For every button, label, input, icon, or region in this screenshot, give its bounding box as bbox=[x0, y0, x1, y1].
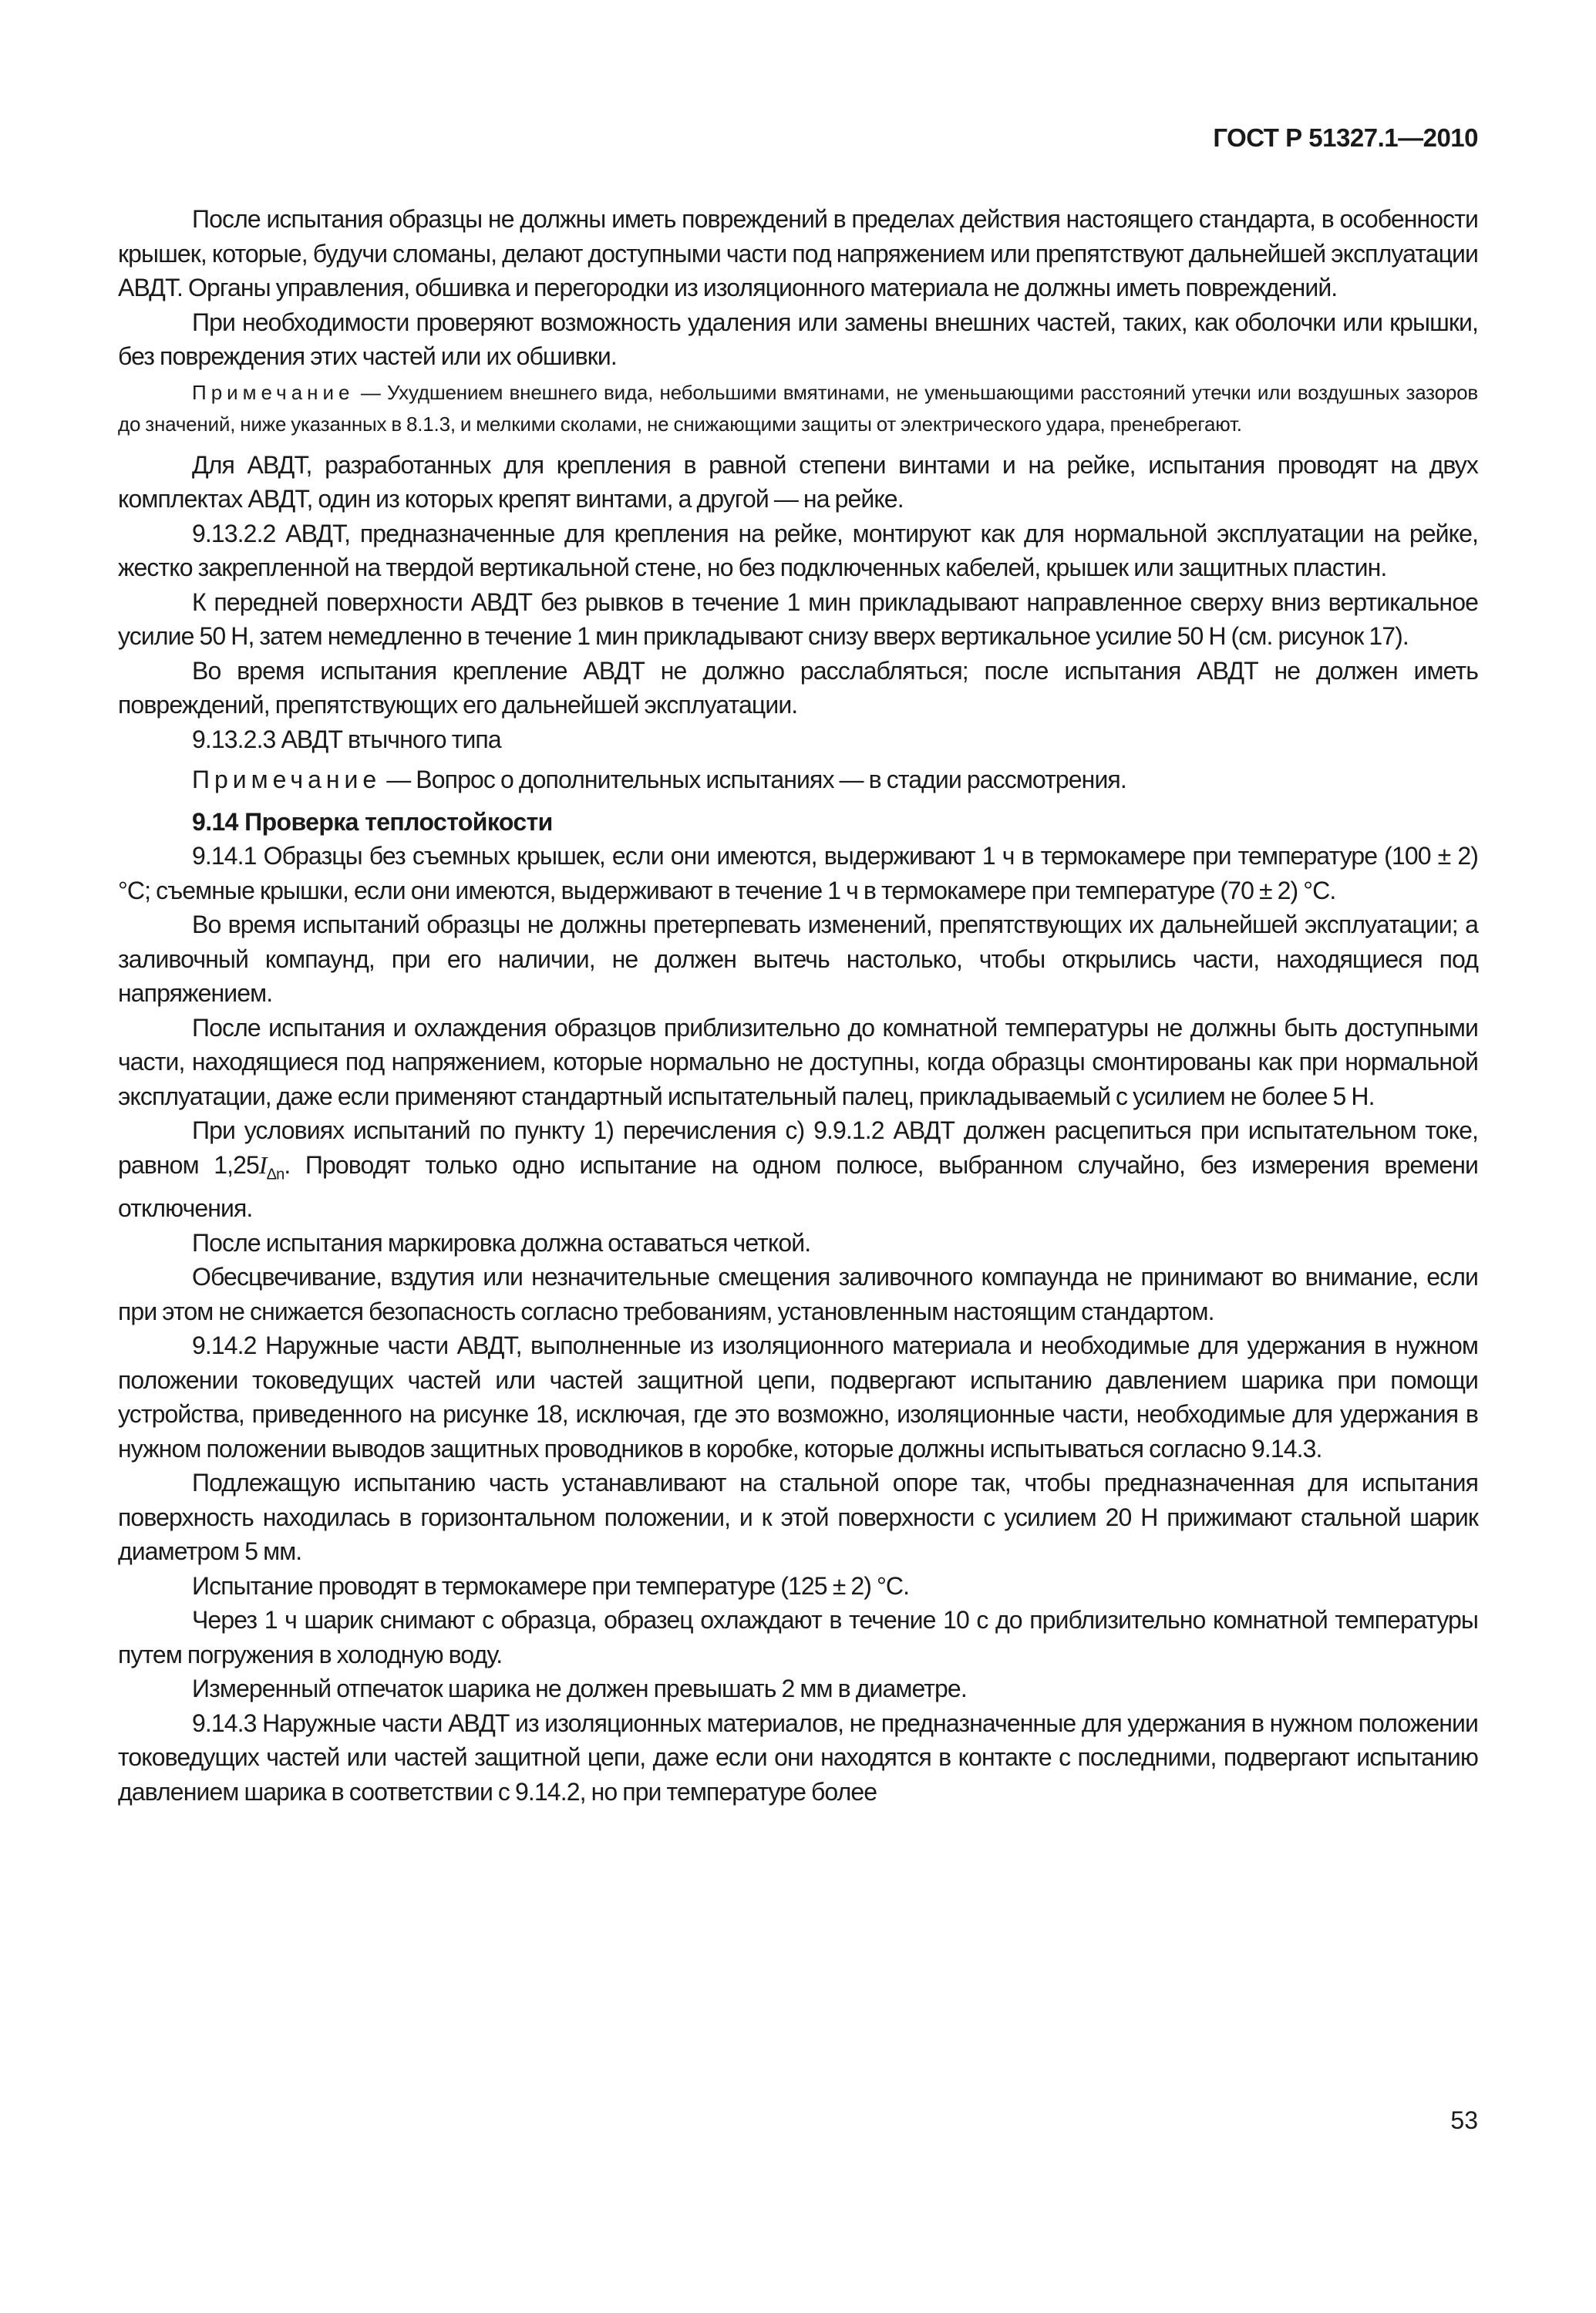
paragraph: 9.14.2 Наружные части АВДТ, выполненные из изоляционного материала и необходимые для удержания в нужном положении токоведущих частей или частей защитной цепи, подвергают испытанию давлением шарика при помощи устройства, приведенного на рисунке 18, исключая, где это возможно, изоляционные части, необходимые для удержания в нужном положении выводов защитных проводников в коробке, которые должны испытываться согласно 9.14.3. bbox=[118, 1332, 1478, 1463]
text: . Проводят только одно испытание на одном полюсе, выбранном случайно, без измерения времени отключения. bbox=[118, 1150, 1478, 1223]
note-text: — Вопрос о дополнительных испытаниях — в стадии рассмотрения. bbox=[381, 766, 1126, 793]
paragraph: Для АВДТ, разработанных для крепления в равной степени винтами и на рейке, испытания проводят на двух комплектах АВДТ, один из которых крепят винтами, а другой — на рейке. bbox=[118, 450, 1478, 513]
note-label: Примечание bbox=[192, 380, 355, 404]
note bbox=[118, 377, 1478, 440]
paragraph: Измеренный отпечаток шарика не должен превышать 2 мм в диаметре. bbox=[192, 1675, 967, 1703]
paragraph: После испытания образцы не должны иметь повреждений в пределах действия настоящего стандарта, в особенности крышек, которые, будучи сломаны, делают доступными части под напряжением или препятствуют дальнейшей эксплуатации АВДТ. Органы управления, обшивка и перегородки из изоляционного материала не должны иметь повреждений. bbox=[118, 205, 1478, 301]
text: При условиях испытаний по пункту 1) перечисления с) 9.9.1.2 АВДТ должен расцепиться при испытательном токе, равном 1,25 bbox=[118, 1116, 1478, 1179]
section-heading: 9.14 Проверка теплостойкости bbox=[192, 807, 553, 836]
paragraph: Испытание проводят в термокамере при температуре (125 ± 2) °С. bbox=[192, 1571, 910, 1600]
note-text: — Ухудшением внешнего вида, небольшими вмятинами, не уменьшающими расстояний утечки или воздушных зазоров до значений, ниже указанных в 8.1.3, и мелкими сколами, не снижающими защиты от электрического удара, пренебрегают. bbox=[118, 380, 1478, 436]
page-number: 53 bbox=[1450, 2106, 1478, 2134]
paragraph: 9.13.2.2 АВДТ, предназначенные для крепления на рейке, монтируют как для нормальной эксплуатации на рейке, жестко закрепленной на твердой вертикальной стене, но без подключенных кабелей, крышек или защитных пластин. bbox=[118, 519, 1478, 581]
current-symbol: I bbox=[258, 1150, 267, 1179]
paragraph: После испытания маркировка должна оставаться четкой. bbox=[192, 1228, 811, 1257]
paragraph: Обесцвечивание, вздутия или незначительные смещения заливочного компаунда не принимают во внимание, если при этом не снижается безопасность согласно требованиям, установленным настоящим стандартом. bbox=[118, 1263, 1478, 1325]
paragraph: Подлежащую испытанию часть устанавливают на стальной опоре так, чтобы предназначенная для испытания поверхность находилась в горизонтальном положении, и к этой поверхности с усилием 20 Н прижимают стальной шарик диаметром 5 мм. bbox=[118, 1469, 1478, 1566]
paragraph: Через 1 ч шарик снимают с образца, образец охлаждают в течение 10 с до приблизительно комнатной температуры путем погружения в холодную воду. bbox=[118, 1606, 1478, 1668]
note-label: Примечание bbox=[192, 766, 382, 793]
page-body bbox=[118, 202, 1478, 1809]
paragraph: 9.14.3 Наружные части АВДТ из изоляционных материалов, не предназначенные для удержания в нужном положении токоведущих частей или частей защитной цепи, даже если они находятся в контакте с последними, подвергают испытанию давлением шарика в соответствии с 9.14.2, но при температуре более bbox=[118, 1709, 1478, 1806]
paragraph bbox=[118, 1113, 1478, 1226]
paragraph: Во время испытания крепление АВДТ не должно расслабляться; после испытания АВДТ не должен иметь повреждений, препятствующих его дальнейшей эксплуатации. bbox=[118, 656, 1478, 719]
paragraph: После испытания и охлаждения образцов приблизительно до комнатной температуры не должны быть доступными части, находящиеся под напряжением, которые нормально не доступны, когда образцы смонтированы как при нормальной эксплуатации, даже если применяют стандартный испытательный палец, прикладываемый с усилием не более 5 Н. bbox=[118, 1013, 1478, 1110]
paragraph: 9.13.2.3 АВДТ втычного типа bbox=[192, 725, 501, 753]
note bbox=[118, 763, 1478, 797]
paragraph: К передней поверхности АВДТ без рывков в течение 1 мин прикладывают направленное сверху вниз вертикальное усилие 50 Н, затем немедленно в течение 1 мин прикладывают снизу вверх вертикальное усилие 50 Н (см. рисунок 17). bbox=[118, 588, 1478, 650]
document-code-header: ГОСТ Р 51327.1—2010 bbox=[1213, 123, 1478, 152]
paragraph: При необходимости проверяют возможность удаления или замены внешних частей, таких, как оболочки или крышки, без повреждения этих частей или их обшивки. bbox=[118, 308, 1478, 370]
paragraph: 9.14.1 Образцы без съемных крышек, если они имеются, выдерживают 1 ч в термокамере при температуре (100 ± 2) °С; съемные крышки, если они имеются, выдерживают в течение 1 ч в термокамере при температуре (70 ± 2) °С. bbox=[118, 842, 1478, 904]
current-subscript: Δn bbox=[266, 1165, 285, 1183]
paragraph: Во время испытаний образцы не должны претерпевать изменений, препятствующих их дальнейшей эксплуатации; а заливочный компаунд, при его наличии, не должен вытечь настолько, чтобы открылись части, находящиеся под напряжением. bbox=[118, 911, 1478, 1007]
